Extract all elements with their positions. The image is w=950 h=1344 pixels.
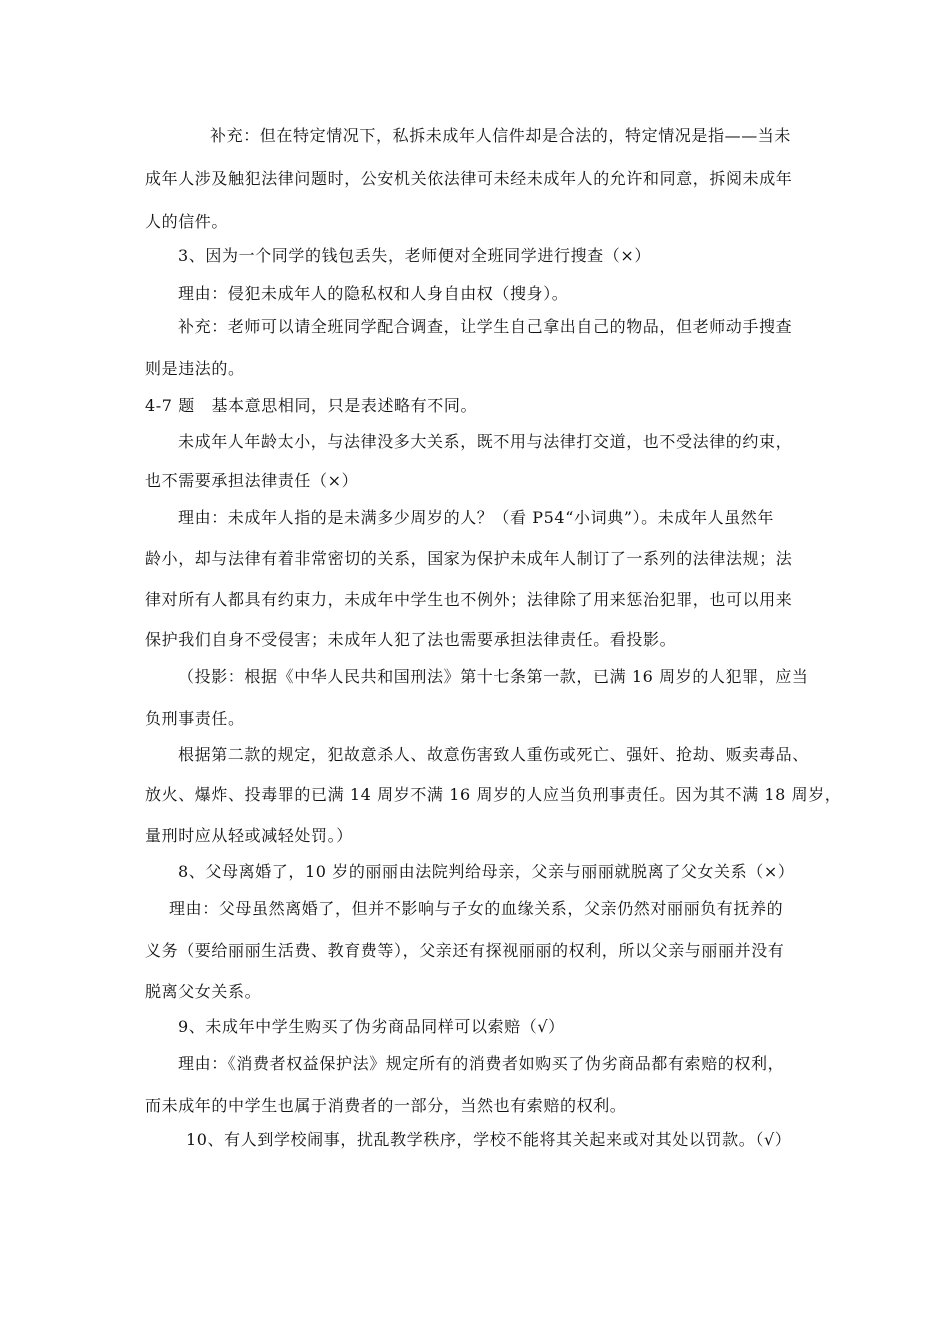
text-line-18: 放火、爆炸、投毒罪的已满 14 周岁不满 16 周岁的人应当负刑事责任。因为其不满 18 周岁， bbox=[145, 785, 842, 804]
text-line-13: 律对所有人都具有约束力，未成年中学生也不例外；法律除了用来惩治犯罪，也可以用来 bbox=[145, 590, 793, 609]
text-line-26: 而未成年的中学生也属于消费者的一部分，当然也有索赔的权利。 bbox=[145, 1096, 627, 1115]
text-line-8: 4-7 题 基本意思相同，只是表述略有不同。 bbox=[145, 396, 478, 415]
text-line-21: 理由：父母虽然离婚了，但并不影响与子女的血缘关系，父亲仍然对丽丽负有抚养的 bbox=[169, 899, 784, 918]
text-line-23: 脱离父女关系。 bbox=[145, 982, 262, 1001]
text-line-22: 义务（要给丽丽生活费、教育费等），父亲还有探视丽丽的权利，所以父亲与丽丽并没有 bbox=[145, 941, 785, 960]
text-line-15: （投影：根据《中华人民共和国刑法》第十七条第一款，已满 16 周岁的人犯罪，应当 bbox=[178, 667, 809, 686]
text-line-25: 理由：《消费者权益保护法》规定所有的消费者如购买了伪劣商品都有索赔的权利， bbox=[178, 1054, 785, 1073]
text-line-10: 也不需要承担法律责任（×） bbox=[145, 471, 359, 490]
text-line-27: 10、有人到学校闹事，扰乱教学秩序，学校不能将其关起来或对其处以罚款。（√） bbox=[186, 1130, 792, 1149]
text-line-11: 理由：未成年人指的是未满多少周岁的人？（看 P54“小词典”）。未成年人虽然年 bbox=[178, 508, 774, 527]
text-line-7: 则是违法的。 bbox=[145, 359, 245, 378]
text-line-6: 补充：老师可以请全班同学配合调查，让学生自己拿出自己的物品，但老师动手搜查 bbox=[178, 317, 793, 336]
text-line-16: 负刑事责任。 bbox=[145, 709, 245, 728]
text-line-19: 量刑时应从轻或减轻处罚。） bbox=[145, 826, 353, 845]
text-line-9: 未成年人年龄太小，与法律没多大关系，既不用与法律打交道，也不受法律的约束， bbox=[178, 432, 793, 451]
text-line-2: 成年人涉及触犯法律问题时，公安机关依法律可未经未成年人的允许和同意，拆阅未成年 bbox=[145, 169, 793, 188]
text-line-4: 3、因为一个同学的钱包丢失，老师便对全班同学进行搜查（×） bbox=[178, 246, 651, 265]
text-line-1: 补充：但在特定情况下，私拆未成年人信件却是合法的，特定情况是指——当未 bbox=[210, 126, 792, 145]
text-line-14: 保护我们自身不受侵害；未成年人犯了法也需要承担法律责任。看投影。 bbox=[145, 630, 677, 649]
text-line-3: 人的信件。 bbox=[145, 212, 229, 231]
text-line-5: 理由：侵犯未成年人的隐私权和人身自由权（搜身）。 bbox=[178, 284, 569, 303]
text-line-12: 龄小，却与法律有着非常密切的关系，国家为保护未成年人制订了一系列的法律法规；法 bbox=[145, 549, 793, 568]
text-line-17: 根据第二款的规定，犯故意杀人、故意伤害致人重伤或死亡、强奸、抢劫、贩卖毒品、 bbox=[178, 745, 809, 764]
text-line-20: 8、父母离婚了，10 岁的丽丽由法院判给母亲，父亲与丽丽就脱离了父女关系（×） bbox=[178, 862, 795, 881]
text-line-24: 9、未成年中学生购买了伪劣商品同样可以索赔（√） bbox=[178, 1017, 565, 1036]
